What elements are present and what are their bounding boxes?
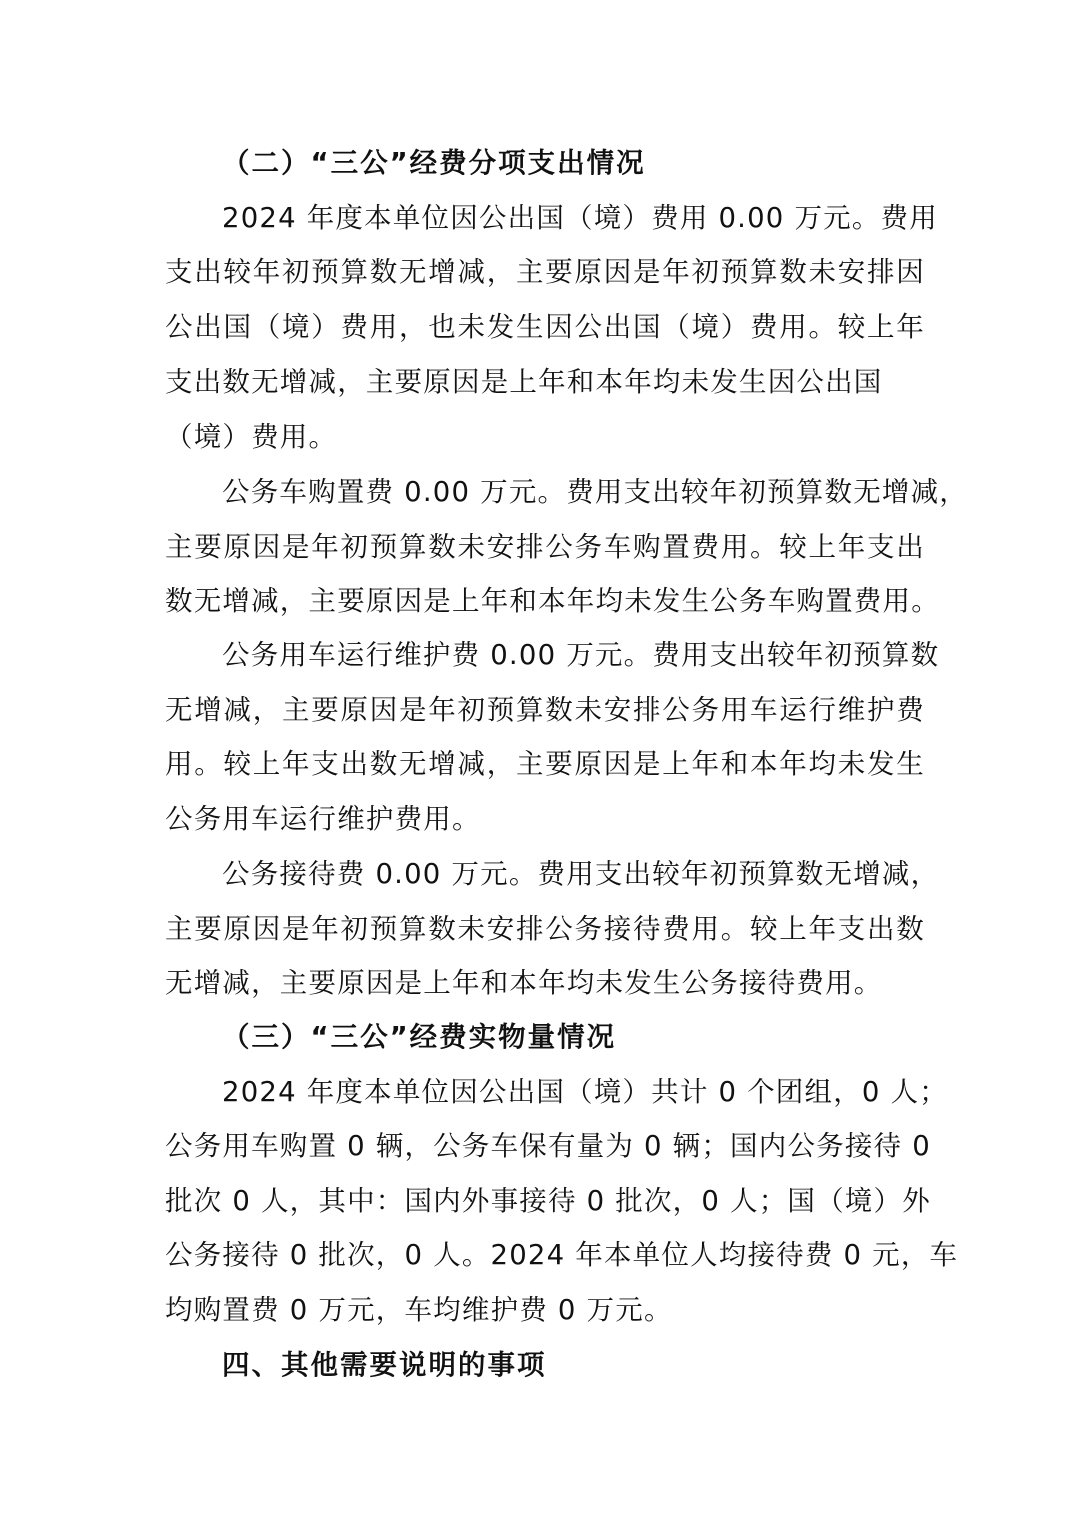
paragraph-line: 均购置费 0 万元，车均维护费 0 万元。	[165, 1294, 673, 1326]
paragraph-line: 公出国（境）费用，也未发生因公出国（境）费用。较上年	[165, 311, 925, 343]
section-4-heading: 四、其他需要说明的事项	[222, 1349, 547, 1381]
paragraph-line: 主要原因是年初预算数未安排公务接待费用。较上年支出数	[165, 913, 925, 945]
paragraph-line: 2024 年度本单位因公出国（境）费用 0.00 万元。费用	[222, 202, 938, 234]
paragraph-line: 公务用车运行维护费用。	[165, 803, 481, 835]
paragraph-line: 公务用车购置 0 辆，公务车保有量为 0 辆；国内公务接待 0	[165, 1130, 931, 1162]
paragraph-line: 支出数无增减，主要原因是上年和本年均未发生因公出国	[165, 366, 883, 398]
paragraph-line: 用。较上年支出数无增减，主要原因是上年和本年均未发生	[165, 748, 925, 780]
paragraph-line: 2024 年度本单位因公出国（境）共计 0 个团组，0 人；	[222, 1076, 948, 1108]
paragraph-line: 无增减，主要原因是年初预算数未安排公务用车运行维护费	[165, 694, 925, 726]
paragraph-line: 公务接待费 0.00 万元。费用支出较年初预算数无增减，	[222, 858, 940, 890]
paragraph-line: 主要原因是年初预算数未安排公务车购置费用。较上年支出	[165, 531, 925, 563]
paragraph-line: 公务车购置费 0.00 万元。费用支出较年初预算数无增减，	[222, 476, 969, 508]
paragraph-line: 支出较年初预算数无增减，主要原因是年初预算数未安排因	[165, 256, 925, 288]
section-3-heading: （三）“三公”经费实物量情况	[222, 1021, 617, 1053]
section-2-heading: （二）“三公”经费分项支出情况	[222, 147, 646, 179]
paragraph-line: 数无增减，主要原因是上年和本年均未发生公务车购置费用。	[165, 585, 940, 617]
paragraph-line: 无增减，主要原因是上年和本年均未发生公务接待费用。	[165, 967, 883, 999]
paragraph-line: 批次 0 人，其中：国内外事接待 0 批次，0 人；国（境）外	[165, 1185, 931, 1217]
paragraph-line: 公务接待 0 批次，0 人。2024 年本单位人均接待费 0 元，车	[165, 1239, 959, 1271]
paragraph-line: 公务用车运行维护费 0.00 万元。费用支出较年初预算数	[222, 639, 940, 671]
paragraph-line: （境）费用。	[165, 421, 338, 453]
